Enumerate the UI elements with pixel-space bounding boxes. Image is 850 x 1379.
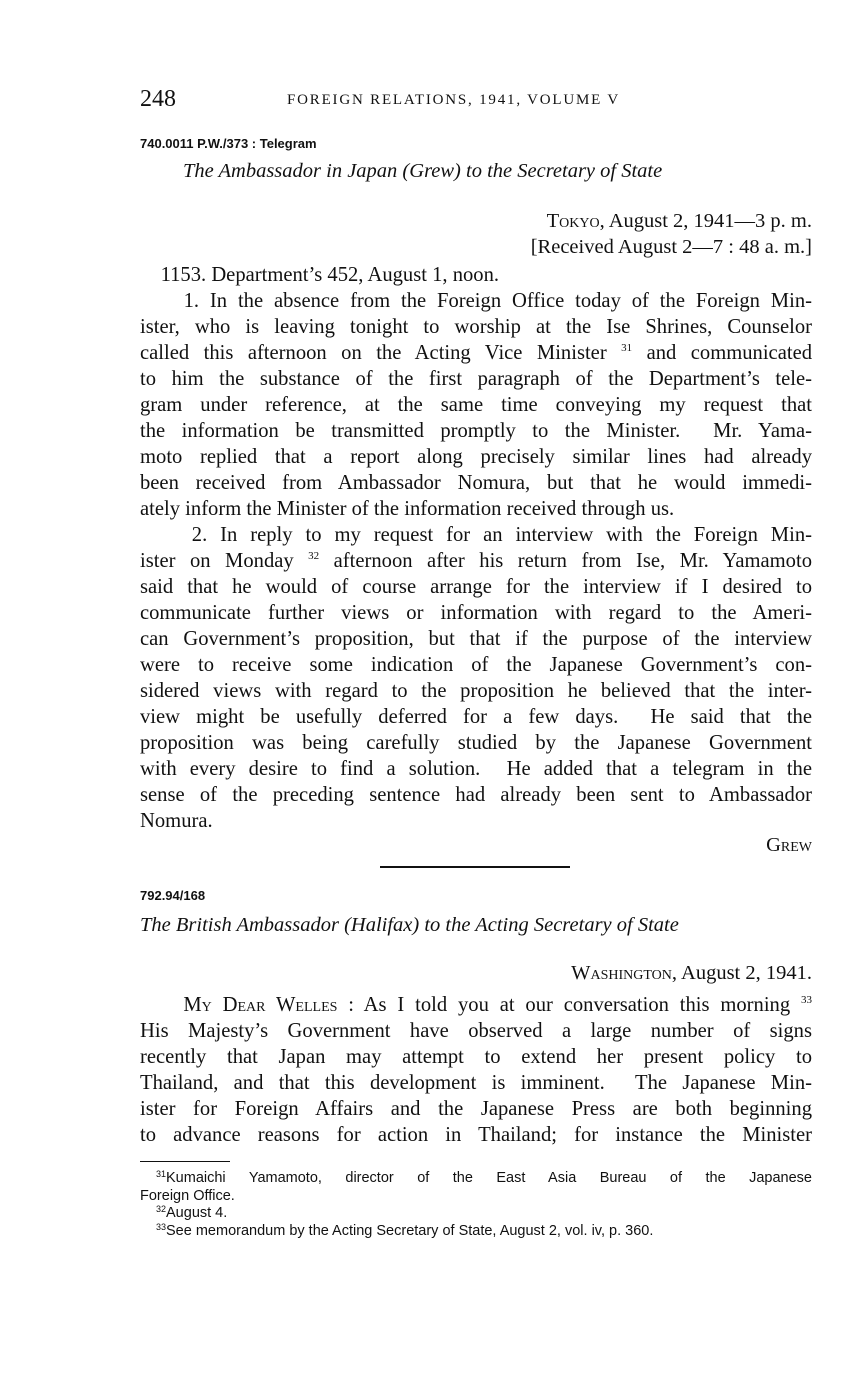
file-number: 792.94/168 [140, 888, 206, 903]
footnotes [140, 1170, 812, 1241]
text-line [140, 704, 812, 730]
text-segment: ister for Foreign Affairs and the Japanese Press are both beginning [140, 1098, 812, 1120]
text-line [140, 470, 812, 496]
footnote [140, 1170, 812, 1188]
text-segment: afternoon after his return from Ise, Mr. Yamamoto [319, 550, 812, 572]
text-line [140, 522, 812, 548]
text-line [140, 548, 812, 574]
text-line [140, 496, 812, 522]
text-segment: 1153. Department’s 452, August 1, noon. [140, 264, 500, 286]
text-segment: communicate further views or information with regard to the Ameri- [140, 602, 812, 624]
text-segment: can Government’s proposition, but that if the purpose of the interview [140, 628, 812, 650]
telegram-body [140, 262, 812, 834]
page-number: 248 [140, 86, 176, 112]
running-title: FOREIGN RELATIONS, 1941, VOLUME V [287, 92, 621, 108]
text-segment: to him the substance of the first paragraph of the Department’s tele- [140, 368, 812, 390]
text-segment: Thailand, and that this development is imminent. The Japanese Min- [140, 1072, 812, 1094]
footnote-number: 33 [156, 1222, 167, 1232]
text-line [140, 262, 812, 288]
date-text: , August 2, 1941—3 p. m. [599, 210, 812, 232]
text-line [140, 600, 812, 626]
footnote-divider [140, 1161, 230, 1162]
text-segment: said that he would of course arrange for the interview if I desired to [140, 576, 812, 598]
text-line [140, 574, 812, 600]
text-line [140, 756, 812, 782]
text-line [140, 444, 812, 470]
text-segment: ately inform the Minister of the information received through us. [140, 498, 675, 520]
text-segment: the information be transmitted promptly to the Minister. Mr. Yama- [140, 420, 812, 442]
received-line: [Received August 2—7 : 48 a. m.] [530, 236, 812, 258]
section-divider [380, 866, 570, 868]
text-line [140, 392, 812, 418]
text-segment: recently that Japan may attempt to extend her present policy to [140, 1046, 812, 1068]
footnote-text: See memorandum by the Acting Secretary of State, August 2, vol. iv, p. 360. [166, 1223, 654, 1239]
signature: Grew [766, 834, 812, 856]
text-line [140, 626, 812, 652]
footnote-number: 31 [156, 1169, 167, 1179]
text-line [140, 366, 812, 392]
place-date-line [571, 962, 812, 985]
text-line [140, 1070, 812, 1096]
footnote-text: Kumaichi Yamamoto, director of the East Asia Bureau of the Japanese [166, 1170, 812, 1186]
salutation: My Dear Welles [140, 994, 338, 1016]
text-segment: with every desire to find a solution. He added that a telegram in the [140, 758, 812, 780]
text-segment: called this afternoon on the Acting Vice Minister [140, 342, 622, 364]
text-segment: : As I told you at our conversation this morning [337, 994, 801, 1016]
text-segment: 2. In reply to my request for an interview with the Foreign Min- [140, 524, 812, 546]
letter-body [140, 992, 812, 1148]
text-segment: view might be usefully deferred for a few days. He said that the [140, 706, 812, 728]
footnote [140, 1205, 812, 1223]
text-line [140, 1044, 812, 1070]
footnote-ref: 32 [308, 550, 320, 562]
text-line [140, 1096, 812, 1122]
text-segment: sidered views with regard to the proposition he believed that the inter- [140, 680, 812, 702]
text-line [140, 340, 812, 366]
text-segment: ister, who is leaving tonight to worship at the Ise Shrines, Counselor [140, 316, 812, 338]
text-line [140, 314, 812, 340]
text-segment: ister on Monday [140, 550, 309, 572]
text-line [140, 782, 812, 808]
footnote-ref: 33 [801, 994, 812, 1006]
footnote-ref: 31 [621, 342, 633, 354]
file-number: 740.0011 P.W./373 : Telegram [140, 136, 317, 151]
text-line [140, 418, 812, 444]
text-segment: His Majesty’s Government have observed a large number of signs [140, 1020, 812, 1042]
text-segment: been received from Ambassador Nomura, but that he would immedi- [140, 472, 812, 494]
text-segment: gram under reference, at the same time conveying my request that [140, 394, 812, 416]
text-line [140, 288, 812, 314]
text-line [140, 678, 812, 704]
text-line [140, 992, 812, 1018]
text-line [140, 652, 812, 678]
place-name: Tokyo [546, 210, 600, 232]
text-segment: proposition was being carefully studied by the Japanese Government [140, 732, 812, 754]
text-line [140, 730, 812, 756]
document-title: The British Ambassador (Halifax) to the Acting Secretary of State [140, 914, 679, 936]
text-line [140, 1122, 812, 1148]
document-title: The Ambassador in Japan (Grew) to the Secretary of State [183, 160, 663, 182]
date-text: , August 2, 1941. [671, 962, 812, 984]
footnote-number: 32 [156, 1204, 167, 1214]
text-segment: and communicated [632, 342, 813, 364]
place-date-line [547, 210, 812, 233]
footnote [140, 1223, 812, 1241]
text-segment: 1. In the absence from the Foreign Office today of the Foreign Min- [140, 290, 812, 312]
text-segment: moto replied that a report along precisely similar lines had already [140, 446, 812, 468]
text-line [140, 808, 812, 834]
text-segment: were to receive some indication of the Japanese Government’s con- [140, 654, 812, 676]
place-name: Washington [571, 962, 672, 984]
text-segment: Nomura. [140, 810, 213, 832]
text-segment: to advance reasons for action in Thailand; for instance the Minister [140, 1124, 812, 1146]
footnote-continuation: Foreign Office. [140, 1188, 235, 1204]
footnote-text: August 4. [166, 1205, 228, 1221]
text-segment: sense of the preceding sentence had already been sent to Ambassador [140, 784, 812, 806]
text-line [140, 1018, 812, 1044]
